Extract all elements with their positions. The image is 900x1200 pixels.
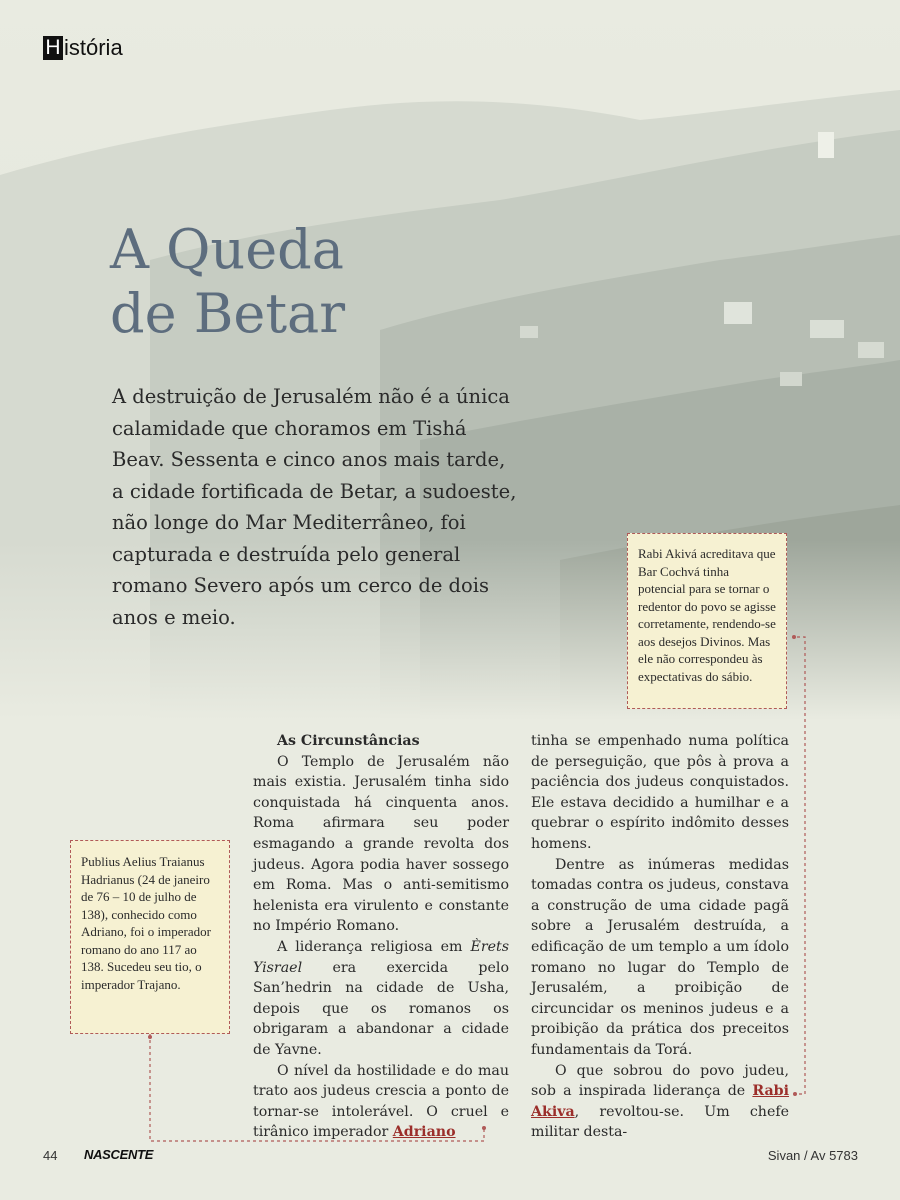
title-line-1: A Queda xyxy=(110,218,344,281)
issue-date: Sivan / Av 5783 xyxy=(767,1148,858,1163)
paragraph-5 xyxy=(531,1061,789,1143)
paragraph-3 xyxy=(253,1061,509,1143)
callout-rabi-akiva: Rabi Akivá acreditava que Bar Cochvá tinha potencial para se tornar o redentor do povo se agisse corretamente, rendendo-se aos desejos Divinos. Mas ele não correspondeu às expectativas do sábio. xyxy=(627,533,787,709)
body-column-1 xyxy=(253,731,509,1143)
article-title xyxy=(110,218,345,346)
section-label: istória xyxy=(64,35,123,60)
paragraph-1: O Templo de Jerusalém não mais existia. Jerusalém tinha sido conquistada há cinquenta anos. Roma afirmara seu poder esmagando a grande revolta dos judeus. Agora podia haver sossego em Roma. Mas o anti-semitismo helenista era virulento e constante no Império Romano. xyxy=(253,753,509,935)
title-line-2: de Betar xyxy=(110,282,346,345)
section-initial: H xyxy=(43,36,63,60)
paragraph-5-text-a: O que sobrou do povo judeu, sob a inspirada liderança de xyxy=(531,1062,789,1100)
body-column-2 xyxy=(531,731,789,1143)
page-number: 44 xyxy=(43,1148,58,1163)
paragraph-2-text-a: A liderança religiosa em xyxy=(277,938,471,955)
paragraph-4: Dentre as inúmeras medidas tomadas contra os judeus, constava a construção de uma cidade pagã sobre a Jerusalém destruída, a edificação de um templo a um ídolo romano no lugar do Templo de Jerusalém, a proibição de circuncidar os meninos judeus e a proibição da prática dos preceitos fundamentais da Torá. xyxy=(531,856,789,1058)
paragraph-2-text-b: era exercida pelo San’hedrin na cidade de Usha, depois que os romanos os obrigaram a abandonar a cidade de Yavne. xyxy=(253,959,509,1058)
paragraph-3-continued: tinha se empenhado numa política de perseguição, que pôs à prova a paciência dos judeus conquistados. Ele estava decidido a humilhar e a quebrar o espírito indômito desses homens. xyxy=(531,733,789,852)
term-erets-yisrael: Èrets Yisrael xyxy=(253,938,509,976)
callout-hadrian: Publius Aelius Traianus Hadrianus (24 de janeiro de 76 – 10 de julho de 138), conhecido como Adriano, foi o imperador romano do ano 117 ao 138. Sucedeu seu tio, o imperador Trajano. xyxy=(70,840,230,1034)
adriano-link[interactable]: Adriano xyxy=(392,1124,456,1141)
paragraph-3-text: O nível da hostilidade e do mau trato aos judeus crescia a ponto de tornar-se intolerável. O cruel e tirânico imperador xyxy=(253,1062,509,1141)
lead-paragraph: A destruição de Jerusalém não é a única calamidade que choramos em Tishá Beav. Sessenta e cinco anos mais tarde, a cidade fortificada de Betar, a sudoeste, não longe do Mar Mediterrâneo, foi capturada e destruída pelo general romano Severo após um cerco de dois anos e meio. xyxy=(112,385,517,629)
paragraph-2 xyxy=(253,937,509,1061)
section-tag xyxy=(43,34,123,62)
nascente-logo: NASCENTE xyxy=(84,1147,154,1162)
subhead-circunstancias: As Circunstâncias xyxy=(277,733,420,749)
rabi-akiva-link[interactable]: Rabi Akiva xyxy=(531,1083,789,1120)
paragraph-5-text-b: , revoltou-se. Um chefe militar desta- xyxy=(531,1103,789,1141)
